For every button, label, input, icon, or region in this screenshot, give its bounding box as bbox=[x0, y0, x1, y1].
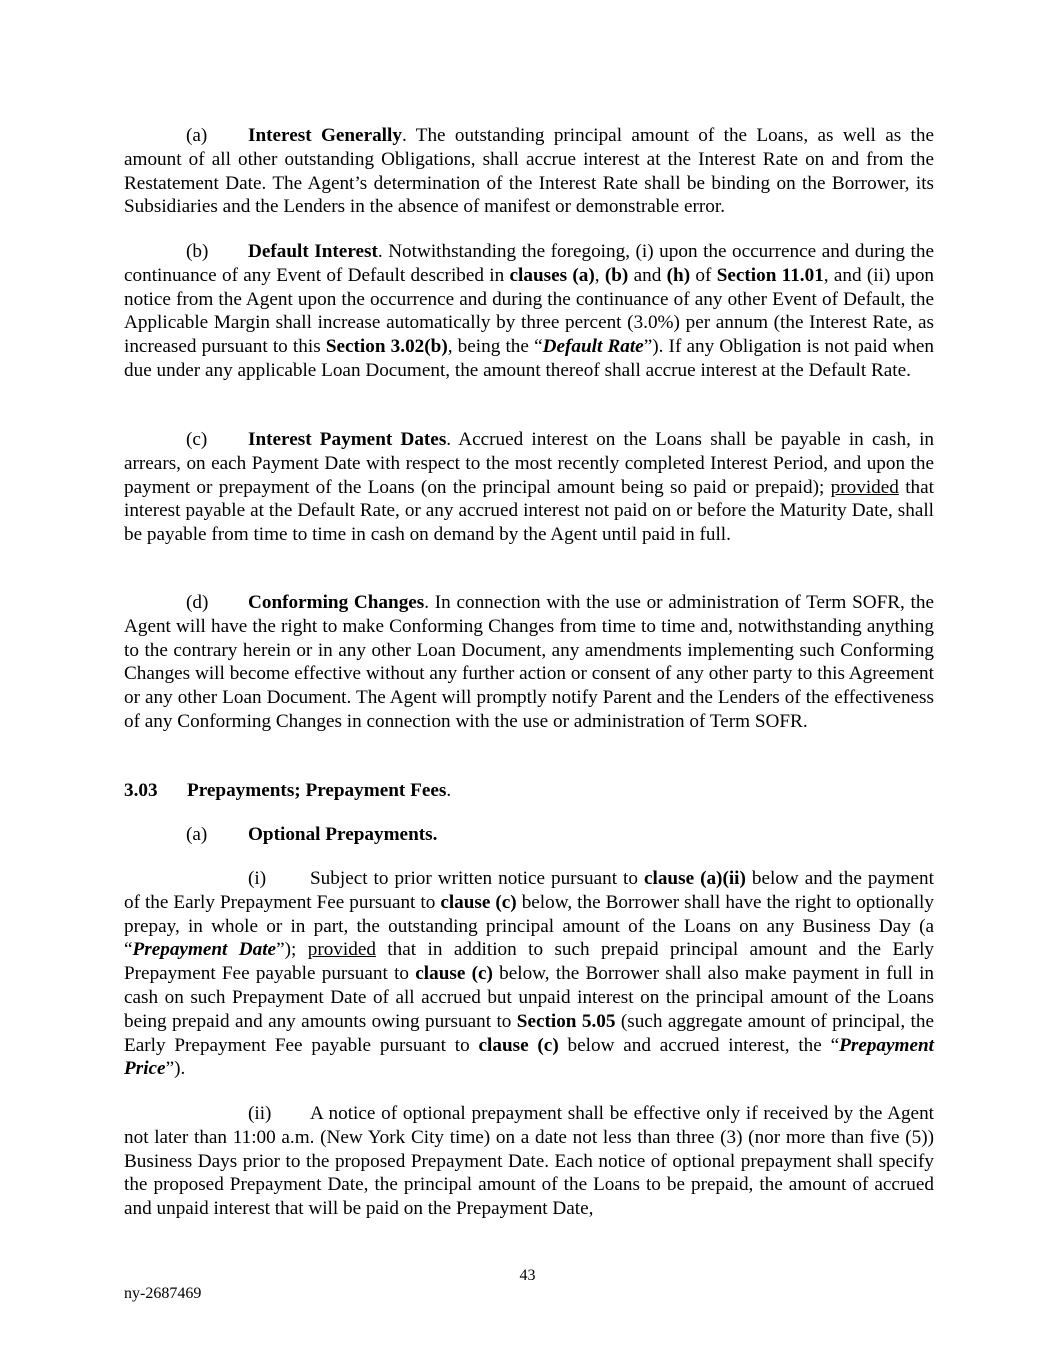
cross-reference: Section 11.01 bbox=[716, 264, 824, 286]
clause-text: , bbox=[594, 264, 605, 286]
clause-text: . Accrued interest on the Loans shall be payable in cash, in arrears, on each Payment Date with respect to the most recently completed Interest Period, and upon the payment or prepayment of the Loans (on the principal amount being so paid or prepaid); bbox=[124, 429, 934, 498]
clause-label: (d) bbox=[186, 592, 209, 613]
clause-text: below and accrued interest, the “ bbox=[558, 1034, 840, 1056]
clause-label: (a) bbox=[186, 824, 208, 845]
clause-label: (i) bbox=[248, 868, 267, 889]
clause-text: (such aggregate amount of principal, the Early Prepayment Fee payable pursuant to bbox=[124, 1010, 934, 1056]
clause-heading: Interest Generally bbox=[248, 125, 402, 146]
clause-text: . The outstanding principal amount of the Loans, as well as the amount of all other outstanding Obligations, shall accrue interest at the Interest Rate on and from the Restatement Date. The Agent’s determination of the Interest Rate shall be binding on the Borrower, its Subsidiaries and the Lenders in the absence of manifest or demonstrable error. bbox=[124, 125, 934, 218]
clause-text: that in addition to such prepaid principal amount and the Early Prepayment Fee payable pursuant to bbox=[124, 939, 934, 985]
clause-text: of bbox=[690, 264, 717, 286]
section-number: 3.03 bbox=[124, 780, 158, 801]
clause-text: , being the “ bbox=[447, 336, 543, 358]
cross-reference: clause (c) bbox=[440, 891, 517, 913]
cross-reference: clause (c) bbox=[415, 963, 493, 985]
cross-reference: Section 5.05 bbox=[516, 1010, 616, 1032]
clause-text: that interest payable at the Default Rate, or any accrued interest not paid on or before the Maturity Date, shall be payable from time to time in cash on demand by the Agent until paid in full. bbox=[124, 476, 934, 546]
cross-reference: clauses (a) bbox=[509, 264, 595, 286]
clause-text: below, the Borrower shall have the right to optionally prepay, in whole or in part, the outstanding principal amount of the Loans on any Business Day (a “ bbox=[124, 891, 934, 961]
clause-text: A notice of optional prepayment shall be effective only if received by the Agent not later than 11:00 a.m. (New York City time) on a date not less than three (3) (nor more than five (5)) Business Days prior to the proposed Prepayment Date. Each notice of optional prepayment shall specify the proposed Prepayment Date, the principal amount of the Loans to be prepaid, the amount of accrued and unpaid interest that will be paid on the Prepayment Date, bbox=[124, 1103, 934, 1220]
paragraph-interest-generally bbox=[124, 124, 934, 219]
defined-term: Prepayment Date bbox=[132, 939, 277, 961]
clause-text: . In connection with the use or administration of Term SOFR, the Agent will have the right to make Conforming Changes from time to time and, notwithstanding anything to the contrary herein or in any other Loan Document, any amendments implementing such Conforming Changes will become effective without any further action or consent of any other party to this Agreement or any other Loan Document. The Agent will promptly notify Parent and the Lenders of the effectiveness of any Conforming Changes in connection with the use or administration of Term SOFR. bbox=[124, 592, 934, 732]
clause-text: . Notwithstanding the foregoing, (i) upon the occurrence and during the continuance of any Event of Default described in bbox=[124, 241, 934, 286]
defined-term: Default Rate bbox=[542, 336, 644, 358]
subsection-heading bbox=[186, 823, 437, 847]
document-id: ny-2687469 bbox=[124, 1285, 202, 1302]
clause-heading: Default Interest bbox=[248, 241, 378, 262]
clause-label: (c) bbox=[186, 429, 208, 450]
paragraph-default-interest bbox=[124, 240, 934, 383]
clause-label: (a) bbox=[186, 125, 208, 146]
cross-reference: (b) bbox=[604, 264, 629, 286]
clause-heading: Interest Payment Dates bbox=[248, 429, 447, 450]
cross-reference: clause (a)(ii) bbox=[643, 868, 746, 889]
clause-text: Subject to prior written notice pursuant to bbox=[310, 868, 644, 889]
cross-reference: clause (c) bbox=[478, 1034, 559, 1056]
page-number: 43 bbox=[519, 1267, 536, 1284]
clause-label: (ii) bbox=[248, 1103, 272, 1124]
provided-term: provided bbox=[830, 476, 899, 498]
paragraph-conforming-changes bbox=[124, 591, 934, 734]
section-heading bbox=[124, 779, 451, 803]
cross-reference: (h) bbox=[666, 264, 691, 286]
clause-label: (b) bbox=[186, 241, 209, 262]
paragraph-sub-ii bbox=[124, 1102, 934, 1221]
paragraph-sub-i bbox=[124, 867, 934, 1081]
clause-text: ”). bbox=[165, 1058, 186, 1080]
clause-text: and bbox=[628, 264, 667, 286]
cross-reference: Section 3.02(b) bbox=[325, 336, 448, 358]
section-title-period: . bbox=[446, 780, 452, 801]
clause-heading: Optional Prepayments. bbox=[248, 824, 438, 845]
clause-text: ”); bbox=[276, 939, 308, 961]
defined-term: Prepayment Price bbox=[124, 1034, 934, 1080]
clause-text: , and (ii) upon notice from the Agent upon the occurrence and during the continuance of any other Event of Default, the Applicable Margin shall increase automatically by three percent (3.0%) per annum (the Interest Rate, as increased pursuant to this bbox=[124, 264, 935, 358]
clause-text: ”). If any Obligation is not paid when due under any applicable Loan Document, the amount thereof shall accrue interest at the Default Rate. bbox=[124, 336, 934, 381]
paragraph-interest-payment-dates bbox=[124, 428, 934, 547]
section-title: Prepayments; Prepayment Fees bbox=[187, 780, 447, 801]
clause-heading: Conforming Changes bbox=[248, 592, 425, 613]
provided-term: provided bbox=[307, 939, 376, 961]
clause-text: below and the payment of the Early Prepayment Fee pursuant to bbox=[124, 868, 934, 913]
clause-text: below, the Borrower shall also make payment in full in cash on such Prepayment Date of all accrued but unpaid interest on the principal amount of the Loans being prepaid and any amounts owing pursuant to bbox=[124, 963, 935, 1032]
